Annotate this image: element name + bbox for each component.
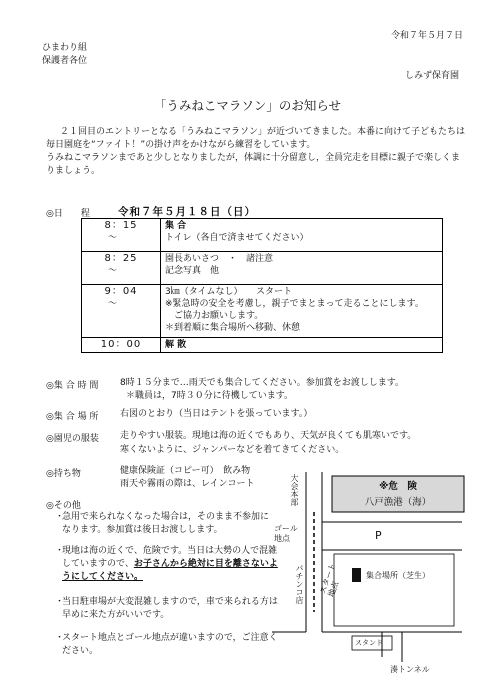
parking-icon: P <box>375 529 382 542</box>
schedule-label: ◎日 程 <box>46 209 90 219</box>
recipient-class: ひまわり組 <box>42 43 88 53</box>
hq-label: 大会本部 <box>290 474 299 506</box>
schedule-content: 園長あいさつ ・ 諸注意 記念写真 他 <box>161 252 443 285</box>
other-item-text: 当日駐車場が大変混雑しますので，車で来られる方は <box>62 597 278 607</box>
other-item-text: なります。参加賞は後日お渡しします。 <box>62 525 223 535</box>
gather-marker <box>352 568 361 582</box>
intro-line: ２１回目のエントリーとなる「うみねこマラソン」が近づいてきました。本番に向けて子どもたちは <box>60 127 466 137</box>
other-item-text: ださい。 <box>62 646 99 656</box>
belongings-text: 健康保険証（コピー可） 飲み物 <box>120 466 251 476</box>
schedule-content: 3㎞（タイムなし） スタート ※緊急時の安全を考慮し，親子でまとまって走ることにします。 ご協力お願いします。 ＊到着順に集合場所へ移動、休憩 <box>161 285 443 338</box>
meeting-time-note: ＊職員は，7時３０分に待機しています。 <box>126 391 294 401</box>
belongings-label: ◎持ち物 <box>46 469 81 479</box>
venue-map <box>272 472 472 682</box>
schedule-content: 解 散 <box>161 338 443 353</box>
danger-label: ※危 険 <box>379 481 417 492</box>
clothing-text: 走りやすい服装。現地は海の近くでもあり、天気が良くても肌寒いです。 <box>120 431 417 441</box>
bullet: ・ <box>55 512 65 522</box>
other-item-text: していますので、お子さんから絶対に目を離さないよ <box>62 559 278 569</box>
pachinko-label: パチンコ店 <box>295 564 304 604</box>
meeting-place-label: ◎集 合 場 所 <box>46 412 99 422</box>
other-item-text: 現地は海の近くで、危険です。当日は大勢の人で混雑 <box>62 546 278 556</box>
clothing-label: ◎園児の服装 <box>46 434 99 444</box>
emphasis-text: うにしてください。 <box>62 572 144 582</box>
schedule-time: 8：15 〜 <box>82 219 161 252</box>
schedule-time: 9：04 〜 <box>82 285 161 338</box>
meeting-time-text: 8時１５分まで…雨天でも集合してください。参加賞をお渡しします。 <box>120 378 405 388</box>
table-row <box>82 252 443 285</box>
intro-line: 毎日園庭を“ファイト！”の掛け声をかけながら練習をしています。 <box>46 140 316 150</box>
other-item-text: 急用で来られなくなった場合は，そのまま不参加に <box>62 512 270 522</box>
port-label: 八戸漁港（海） <box>364 497 432 508</box>
page-title: 「うみねこマラソン」のお知らせ <box>153 98 342 113</box>
clothing-text: 寒くないように、ジャンパーなどを着てきてください。 <box>120 445 345 455</box>
intro-line: うみねこマラソンまであと少しとなりましたが，体調に十分留意し，全員完走を目標に親子で楽しくま <box>46 153 461 163</box>
bullet: ・ <box>55 597 65 607</box>
other-label: ◎その他 <box>46 501 81 511</box>
intro-line: りましょう。 <box>46 166 101 176</box>
schedule-time: 10：00 <box>82 338 161 353</box>
schedule-time: 8：25 〜 <box>82 252 161 285</box>
sender-nursery: しみず保育園 <box>404 71 459 81</box>
schedule-table <box>81 218 443 353</box>
schedule-content: 集 合 トイレ（各自で済ませてください） <box>161 219 443 252</box>
table-row <box>82 338 443 353</box>
schedule-date: 令和７年５月１８日（日） <box>118 206 256 218</box>
bullet: ・ <box>55 546 65 556</box>
stand-label: スタンド <box>355 639 383 647</box>
start-label: スタート 地点 <box>318 561 341 599</box>
document-date: 令和７年５月７日 <box>390 31 463 41</box>
bullet: ・ <box>55 633 65 643</box>
table-row <box>82 219 443 252</box>
emphasis-text: お子さんから絶対に目を離さないよ <box>133 559 278 569</box>
belongings-text: 雨天や霧雨の際は、レインコート <box>120 479 255 489</box>
other-item-text: スタート地点とゴール地点が違いますので，ご注意く <box>62 633 278 643</box>
meeting-place-text: 右図のとおり（当日はテントを張っています。） <box>120 409 313 419</box>
goal-label: ゴール 地点 <box>274 524 298 543</box>
recipient-parents: 保護者各位 <box>42 56 88 66</box>
tunnel-label: 湊トンネル <box>390 665 430 674</box>
gather-label: 集合場所（芝生） <box>366 571 430 580</box>
meeting-time-label: ◎集 合 時 間 <box>46 381 99 391</box>
table-row <box>82 285 443 338</box>
other-item-text: 早めに来た方がいいです。 <box>62 610 170 620</box>
